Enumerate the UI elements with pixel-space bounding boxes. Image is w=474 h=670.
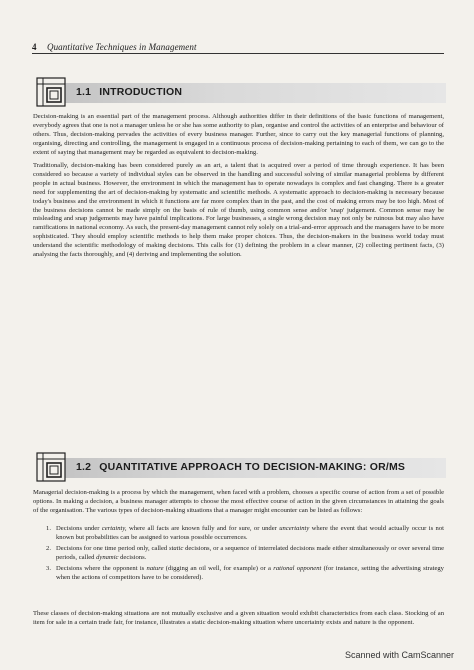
section1-body (33, 113, 444, 260)
paragraph: Decision-making is an essential part of the management process. Although authorities differ in their definitions of the basic functions of management, everybody agrees that one is not a manager unless he or she has some authority to plan, organise and control the activities of an enterprise and behaviour of others. Thus, decision-making pervades the activities of every business manager. Further, since to carry out the key managerial functions of planning, organising, directing and controlling, the management is engaged in a continuous process of decision-making pertaining to each of them, we can go to the extent of saying that management may be regarded as equivalent to decision-making. (33, 113, 444, 156)
section-icon (36, 77, 66, 107)
section2-intro (33, 489, 444, 516)
section-title-text: INTRODUCTION (99, 86, 183, 98)
section-heading-quantitative-approach (36, 453, 446, 481)
paragraph: Traditionally, decision-making has been considered purely as an art, a talent that is acquired over a period of time through experience. It has been considered so because a variety of individual styles can be observed in the handling and successful solving of similar managerial problems by different people in actual business. However, the environment in which the management has to operate nowadays is complex and fast changing. There is a greater need for supplementing the art of decision-making by systematic and scientific methods. A systematic approach to decision-making is necessary because today's business and the environment in which it functions are far more complex than in the past, and the cost of making errors may be too high. Most of the business decisions cannot be made simply on the basis of rule of thumb, using common sense and/or 'snap' judgement. Common sense may be misleading and snap judgements may have painful implications. For large businesses, a single wrong decision may not only be ruinous but may also have ramifications in national economy. As such, the present-day management cannot rely solely on a trial-and-error approach and the managers have to be more sophisticated. They should employ scientific methods to help them make proper choices. Thus, the decision-makers in the business world today must understand the scientific methodology of making decisions. This calls for (1) defining the problem in a clear manner, (2) collecting pertinent facts, (3) analysing the facts thoroughly, and (4) deriving and implementing the solution. (33, 161, 444, 259)
paragraph: These classes of decision-making situations are not mutually exclusive and a given situation would exhibit characteristics from each class. Stocking of an item for sale in a certain trade fair, for instance, illustrates a static decision-making situation where uncertainty exists and nature is the opponent. (33, 610, 444, 626)
decision-types-list (33, 525, 444, 583)
section-title-text: QUANTITATIVE APPROACH TO DECISION-MAKING: OR/MS (99, 461, 406, 473)
list-item: 3. Decisions where the opponent is nature (digging an oil well, for example) or a rational opponent (for instance, setting the advertising strategy when the actions of competitors have to be considered). (46, 564, 444, 581)
section-number: 1.1 (76, 86, 92, 98)
running-head-title: Quantitative Techniques in Management (46, 42, 197, 52)
list-item: 1. Decisions under certainty, where all facts are known fully and for sure, or under uncertainty where the event that would actually occur is not known but probabilities can be assigned to various possible occurrences. (46, 525, 444, 541)
section-title (76, 86, 182, 98)
list-item: 2. Decisions for one time period only, called static decisions, or a sequence of interrelated decisions made either simultaneously or over several time periods, called dynamic decisions. (46, 544, 445, 561)
running-head (32, 42, 444, 54)
paragraph: Managerial decision-making is a process by which the management, when faced with a problem, chooses a specific course of action from a set of possible options. In making a decision, a business manager attempts to choose the most effective course of action in the given circumstances in attaining the goals of the organisation. The various types of decision-making situations that a manager might encounter can be listed as follows: (33, 489, 444, 514)
section-icon (36, 452, 66, 482)
page-number: 4 (32, 42, 37, 52)
section-heading-introduction (36, 78, 446, 106)
section-title (76, 461, 405, 473)
section2-closing (33, 610, 444, 628)
section-number: 1.2 (76, 461, 92, 473)
scanner-watermark: Scanned with CamScanner (344, 650, 454, 660)
